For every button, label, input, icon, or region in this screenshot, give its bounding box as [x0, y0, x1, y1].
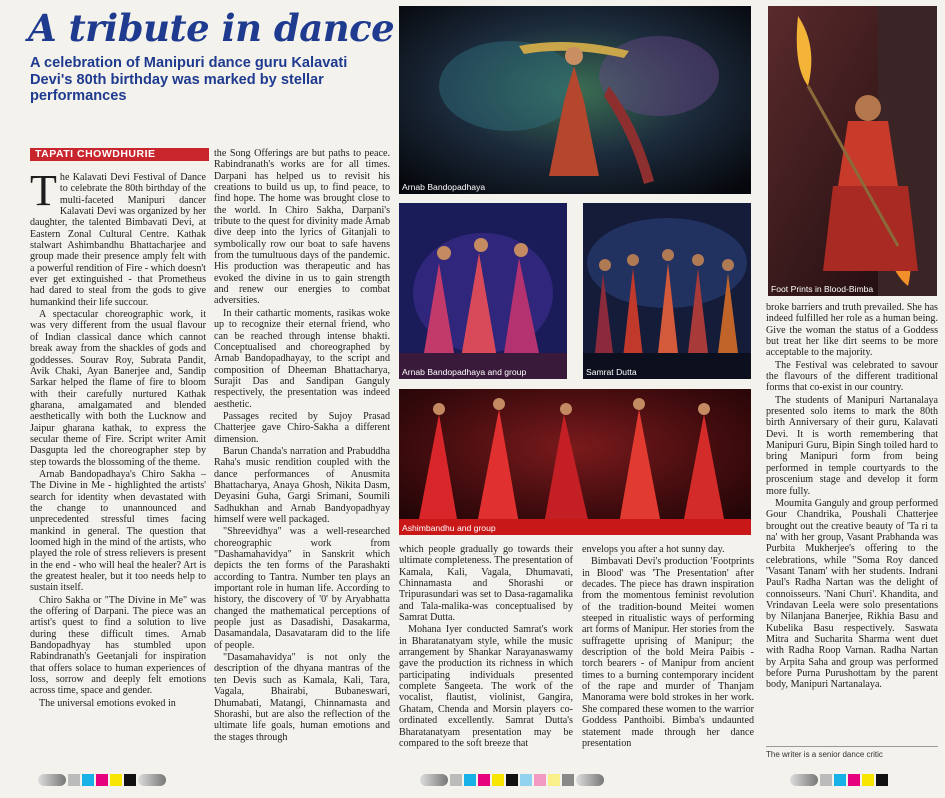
paragraph: "Shreevidhya" was a well-researched choreographic work from "Dashamahavidya" in Sanskrit which depicts the ten forms of the Parashakti according to Tantra. Number ten plays an important role in human life. According to history, the discovery of '0' by Aryabhatta changed the mathematical perceptions of people just as Dasadishi, Dasakarma, Dasamandala, Dasavataram did to the life of people.: [214, 526, 390, 651]
swatch: [862, 774, 874, 786]
paragraph: "Dasamahavidya" is not only the description of the dhyana mantras of the ten Devis such as Kamala, Kali, Tara, Vagala, Bhairabi, Bubaneswari, Dhumabati, Matangi, Chinnamasta and Shorashi, but are also the reflection of the ultimate life goals, human emotions and the stages through: [214, 652, 390, 743]
dropcap: T: [30, 172, 57, 215]
paragraph: the Song Offerings are but paths to peace. Rabindranath's works are for all times. Darpani has helped us to revisit his creations to build us up, to find peace, to find hope. The home was brought close to the world. In Chiro Sakha, Darpani's tribute to the quest for divinity made Arnab dive deep into the lyrics of Gitanjali to symbolically row our boat to safe havens from the tumultuous days of the pandemic. His production was therapeutic and has evoked the divine in us to gain strength and renew our energies to combat adversities.: [214, 148, 390, 307]
text-column-4: [582, 544, 754, 772]
swatch: [110, 774, 122, 786]
footer-rule: [766, 746, 938, 747]
swatch: [68, 774, 80, 786]
swatch: [124, 774, 136, 786]
paragraph: In their cathartic moments, rasikas woke up to recognize their eternal friend, who can be reached through intense bhakti. Conceptualised and choreographed by Arnab Bandopadhayay, to the script and composition of Dheeman Bhattacharya, Surajit Das and Sandipan Ganguly respectively, the presentation was indeed aesthetic.: [214, 307, 390, 410]
article-headline: A tribute in dance: [28, 6, 395, 50]
text-column-5: [766, 302, 938, 742]
swatch: [96, 774, 108, 786]
photo-caption: Arnab Bandopadhaya: [402, 182, 486, 192]
registration-target-icon: [790, 774, 818, 786]
paragraph: he Kalavati Devi Festival of Dance to celebrate the 80th birthday of the multi-faceted Manipuri dancer Kalavati Devi was organized by her daughter, the talented Bimbavati Devi, at Eastern Zonal Cultural Centre. Kathak stalwart Ashimbandhu Bhattacharjee and group made their presence amply felt with a powerful rendition of Fire - which doesn't ever get extinguished - that Prometheus had dared to steal from the gods to give humankind their life succour.: [30, 172, 206, 308]
swatch: [548, 774, 560, 786]
paragraph: The universal emotions evoked in: [39, 697, 176, 709]
dance-image: [399, 203, 567, 379]
dance-image: [768, 6, 937, 296]
swatch: [834, 774, 846, 786]
registration-marks-center: [420, 773, 604, 787]
swatch: [520, 774, 532, 786]
text-column-1: [30, 172, 206, 772]
photo-ashimbandhu-group: [399, 389, 751, 535]
photo-arnab-group: [399, 203, 567, 379]
text-column-3: [399, 544, 573, 772]
registration-target-icon: [38, 774, 66, 786]
photo-foot-prints-in-blood: [768, 6, 937, 296]
swatch: [464, 774, 476, 786]
paragraph: The students of Manipuri Nartanalaya presented solo items to mark the 80th birth Anniversary of their guru, Kalavati Devi. It is worth remembering that Manipuri Guru, Bipin Singh toiled hard to bring Manipuri form from being performed in temple courtyards to the proscenium stage and develop it form more fully.: [766, 394, 938, 497]
registration-marks-right: [790, 773, 888, 787]
photo-samrat-dutta: [583, 203, 751, 379]
registration-marks-left: [38, 773, 166, 787]
paragraph: The Festival was celebrated to savour the flavours of the different traditional forms that co-exist in our country.: [766, 359, 938, 394]
paragraph: Arnab Bandopadhaya's Chiro Sakha –The Divine in Me - highlighted the artists' search for identity when devastated with the change to unannounced and unprecedented stressful times facing mankind in general. The question that loomed high in the mind of the artists, who played the role of stress relievers is present in the end - who will heal the healer? Art is the greatest healer, but it too needs help to sustain itself.: [30, 468, 206, 594]
photo-caption: Arnab Bandopadhaya and group: [402, 367, 527, 377]
paragraph: A spectacular choreographic work, it was very different from the usual flavour of Indian classical dance which cannot break away from the shackles of gods and goddesses. Sourav Roy, Subrata Pandit, Avik Chaki, Ayan Banerjee and, Sandip Sarkar helped the flame of fire to bloom with their carefully nurtured Kathak gharana, amalgamated and blended aesthetically with both the Lucknow and Jaipur gharana kathak, to express the secular theme of Fire. Script writer Amit Dasgupta led the choreographer step by step towards the blossoming of the theme.: [30, 309, 206, 468]
swatch: [876, 774, 888, 786]
article-deck: A celebration of Manipuri dance guru Kalavati Devi's 80th birthday was marked by stellar performances: [30, 55, 348, 104]
swatch: [82, 774, 94, 786]
paragraph: Mohana Iyer conducted Samrat's work in Bharatanatyam style, while the music arrangement by Shankar Narayanaswamy gave the production its richness in which participating individuals presented complete Sangeeta. The work of the vocalist, flautist, violinist, Gangira, Ghatam, Chenda and Morsin players co-ordinated excellently. Samrat Dutta's Bharatanatyam presentation may be compared to the soft breeze that: [399, 624, 573, 749]
swatch: [848, 774, 860, 786]
swatch: [478, 774, 490, 786]
swatch: [562, 774, 574, 786]
paragraph: envelops you after a hot sunny day.: [582, 544, 725, 555]
swatch: [492, 774, 504, 786]
registration-target-icon: [576, 774, 604, 786]
paragraph: Passages recited by Sujoy Prasad Chatterjee gave Chiro-Sakha a different dimension.: [214, 410, 390, 445]
writer-note: The writer is a senior dance critic: [766, 750, 883, 759]
registration-target-icon: [138, 774, 166, 786]
text-column-2: [214, 148, 390, 772]
paragraph: Bimbavati Devi's production 'Footprints in Blood' was 'The Presentation' after decades. The piece has drawn inspiration from the momentous feminist revolution of the tradition-bound Meitei women steeped in ritualistic ways of performing art forms of Manipur. Her stories from the suffragette uprising of Manipur; the description of the bold Meira Paibis - torch bearers - of Manipur from ancient times to a burning contemporary incident of the rape and murder of Thanjam Manorama were bold strokes in her work. She compared these women to the warrior Goddess Panthoibi. Bimba's undaunted statement made through her dance presentation: [582, 556, 754, 749]
byline: TAPATI CHOWDHURIE: [30, 148, 209, 161]
swatch: [450, 774, 462, 786]
paragraph: broke barriers and truth prevailed. She has indeed fulfilled her role as a human being. Give the woman the status of a Goddess but treat her like dirt seems to be more acceptable to the majority.: [766, 302, 938, 359]
photo-caption: Samrat Dutta: [586, 367, 637, 377]
swatch: [506, 774, 518, 786]
dance-image: [583, 203, 751, 379]
registration-target-icon: [420, 774, 448, 786]
photo-caption: Foot Prints in Blood-Bimba: [771, 284, 874, 294]
paragraph: Chiro Sakha or "The Divine in Me" was the offering of Darpani. The piece was an artist's quest to find a solution to live during these difficult times. Arnab Bandopadhyay has stumbled upon Rabindranath's Geetanjali for inspiration that offers solace to human experiences of loss, sorrow and deeply felt emotions across time, space and gender.: [30, 594, 206, 697]
dance-image: [399, 6, 751, 194]
paragraph: Moumita Ganguly and group performed Gour Chandrika, Poushali Chatterjee brought out the creative beauty of 'Ta ri ta na' with her group, Vasant Prabhanda was Purbita Mukherjee's offering to the celebrations, while "Soma Roy danced 'Vasant Tanam' with her students. Indrani Paul's Radha Nartan was the delight of connoisseurs. 'Nani Churi'. Khandita, and Vrindavan Leela were solo presentations by Nilanjana Banerjee, Rikhia Basu and Kubelika Basu respectively. Saswata Mitra and Sucharita Sharma went duet with Radha Roop Varnan. Radha Nartan by Arpita Saha and group was performed before Purna Purushottam by the parent body, Manipuri Nartanalaya.: [766, 497, 938, 691]
photo-arnab-bandopadhaya: [399, 6, 751, 194]
swatch: [820, 774, 832, 786]
paragraph: which people gradually go towards their ultimate completeness. The presentation of Kamala, Kali, Vagala, Dhumavati, Chinnamasta and Shorashi or Tripurasundari was set to Dasa-ragamalika and Tala-malika-was conceptualised by Samrat Dutta.: [399, 544, 573, 624]
dance-image: [399, 389, 751, 535]
swatch: [534, 774, 546, 786]
photo-caption: Ashimbandhu and group: [402, 523, 496, 533]
paragraph: Barun Chanda's narration and Prabuddha Raha's music rendition coupled with the dance performances of Anusmita Bhattacharya, Anaya Ghosh, Nikita Dasm, Deyasini Guha, Gargi Srimani, Soumili Sadhukhan and Arnab Bandyopadhyay himself were well packaged.: [214, 445, 390, 525]
